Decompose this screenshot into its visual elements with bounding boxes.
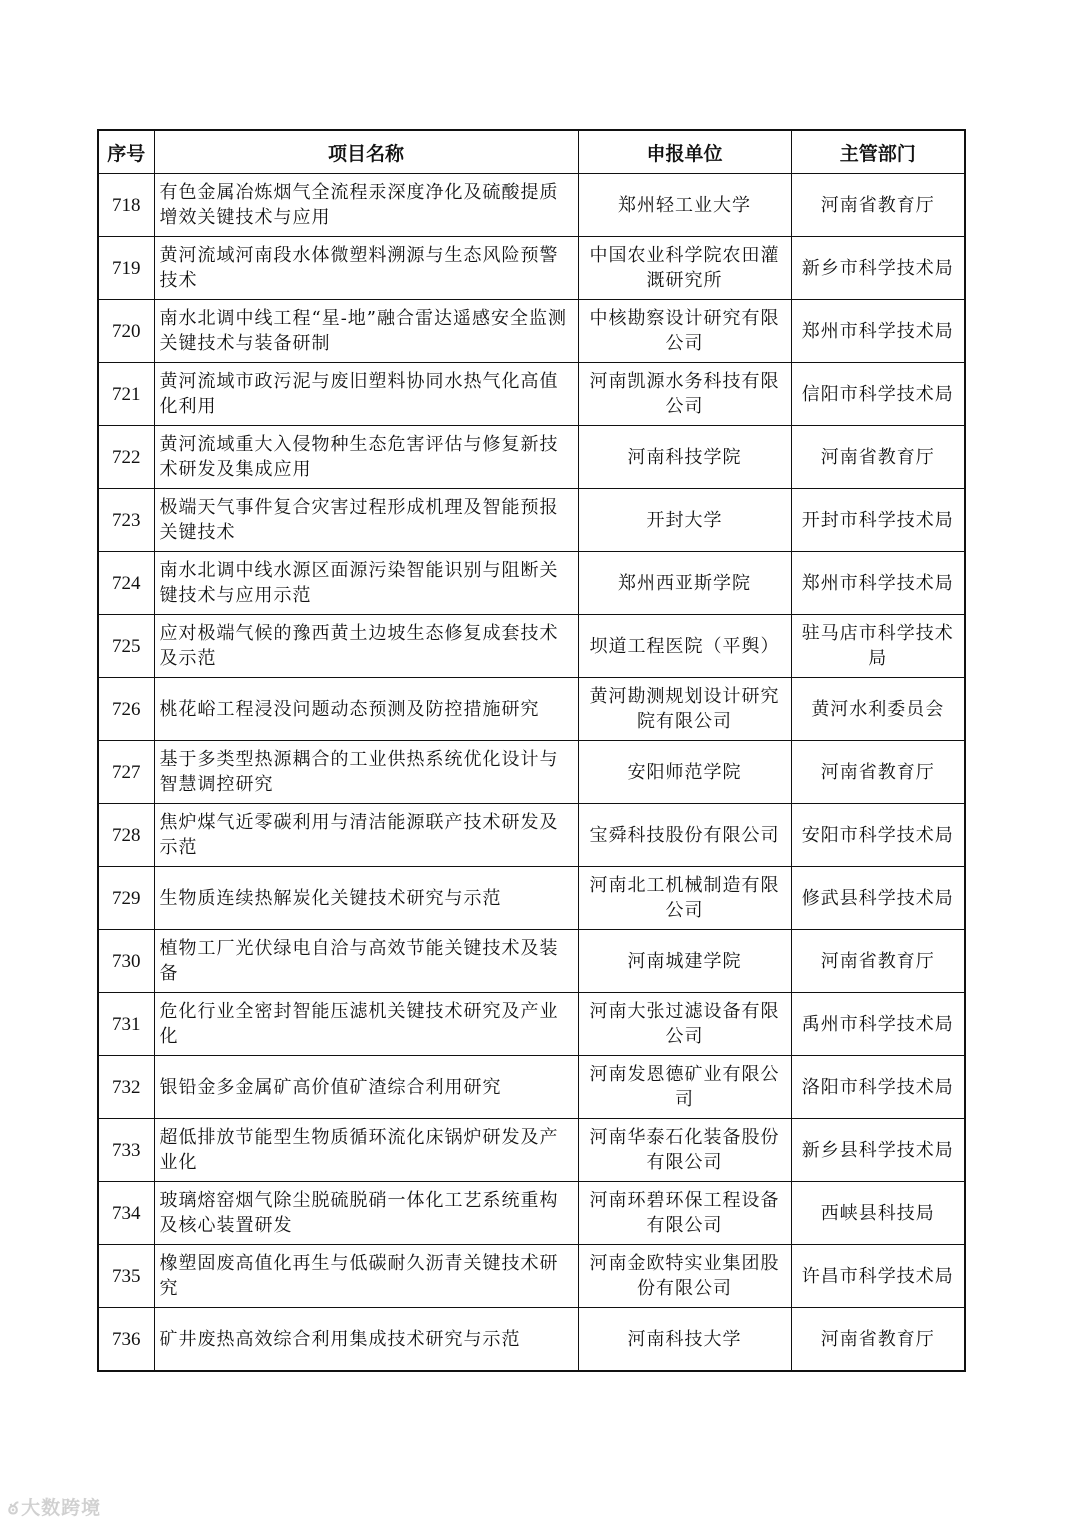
table-row	[98, 867, 965, 930]
table-row	[98, 174, 965, 237]
row-index: 718	[98, 174, 154, 237]
row-supervising-dept: 禹州市科学技术局	[791, 993, 965, 1056]
row-project-name: 植物工厂光伏绿电自洽与高效节能关键技术及装备	[154, 930, 578, 993]
row-index: 736	[98, 1308, 154, 1372]
row-supervising-dept: 新乡县科学技术局	[791, 1119, 965, 1182]
row-index: 723	[98, 489, 154, 552]
row-supervising-dept: 修武县科学技术局	[791, 867, 965, 930]
row-applicant-unit: 郑州西亚斯学院	[578, 552, 791, 615]
row-supervising-dept: 河南省教育厅	[791, 174, 965, 237]
row-applicant-unit: 坝道工程医院（平舆）	[578, 615, 791, 678]
header-applicant-unit: 申报单位	[578, 130, 791, 174]
row-supervising-dept: 河南省教育厅	[791, 1308, 965, 1372]
row-project-name: 银铅金多金属矿高价值矿渣综合利用研究	[154, 1056, 578, 1119]
table-row	[98, 237, 965, 300]
row-index: 720	[98, 300, 154, 363]
row-project-name: 黄河流域市政污泥与废旧塑料协同水热气化高值化利用	[154, 363, 578, 426]
row-applicant-unit: 河南大张过滤设备有限公司	[578, 993, 791, 1056]
row-applicant-unit: 安阳师范学院	[578, 741, 791, 804]
row-index: 719	[98, 237, 154, 300]
table-row	[98, 1182, 965, 1245]
row-supervising-dept: 河南省教育厅	[791, 426, 965, 489]
row-supervising-dept: 安阳市科学技术局	[791, 804, 965, 867]
row-project-name: 南水北调中线水源区面源污染智能识别与阻断关键技术与应用示范	[154, 552, 578, 615]
row-project-name: 南水北调中线工程“星-地”融合雷达遥感安全监测关键技术与装备研制	[154, 300, 578, 363]
row-index: 730	[98, 930, 154, 993]
row-applicant-unit: 黄河勘测规划设计研究院有限公司	[578, 678, 791, 741]
header-supervising-dept: 主管部门	[791, 130, 965, 174]
row-project-name: 黄河流域河南段水体微塑料溯源与生态风险预警技术	[154, 237, 578, 300]
row-applicant-unit: 河南发恩德矿业有限公司	[578, 1056, 791, 1119]
row-project-name: 橡塑固废高值化再生与低碳耐久沥青关键技术研究	[154, 1245, 578, 1308]
row-project-name: 桃花峪工程浸没问题动态预测及防控措施研究	[154, 678, 578, 741]
row-applicant-unit: 宝舜科技股份有限公司	[578, 804, 791, 867]
row-index: 733	[98, 1119, 154, 1182]
row-project-name: 生物质连续热解炭化关键技术研究与示范	[154, 867, 578, 930]
row-project-name: 矿井废热高效综合利用集成技术研究与示范	[154, 1308, 578, 1372]
row-project-name: 基于多类型热源耦合的工业供热系统优化设计与智慧调控研究	[154, 741, 578, 804]
row-supervising-dept: 洛阳市科学技术局	[791, 1056, 965, 1119]
row-project-name: 应对极端气候的豫西黄土边坡生态修复成套技术及示范	[154, 615, 578, 678]
table-row	[98, 426, 965, 489]
table-row	[98, 1056, 965, 1119]
project-table	[97, 129, 966, 1372]
row-index: 724	[98, 552, 154, 615]
row-index: 735	[98, 1245, 154, 1308]
row-supervising-dept: 郑州市科学技术局	[791, 552, 965, 615]
row-index: 728	[98, 804, 154, 867]
row-index: 721	[98, 363, 154, 426]
watermark-text: 大数跨境	[21, 1497, 102, 1519]
row-supervising-dept: 信阳市科学技术局	[791, 363, 965, 426]
row-project-name: 超低排放节能型生物质循环流化床锅炉研发及产业化	[154, 1119, 578, 1182]
row-applicant-unit: 郑州轻工业大学	[578, 174, 791, 237]
row-index: 734	[98, 1182, 154, 1245]
row-applicant-unit: 中核勘察设计研究有限公司	[578, 300, 791, 363]
row-index: 726	[98, 678, 154, 741]
row-applicant-unit: 河南北工机械制造有限公司	[578, 867, 791, 930]
row-applicant-unit: 河南环碧环保工程设备有限公司	[578, 1182, 791, 1245]
row-supervising-dept: 河南省教育厅	[791, 741, 965, 804]
row-supervising-dept: 西峡县科技局	[791, 1182, 965, 1245]
row-supervising-dept: 河南省教育厅	[791, 930, 965, 993]
row-applicant-unit: 河南凯源水务科技有限公司	[578, 363, 791, 426]
table-row	[98, 741, 965, 804]
weibo-like-logo-icon: ఠ	[8, 1499, 20, 1519]
table-row	[98, 678, 965, 741]
row-supervising-dept: 黄河水利委员会	[791, 678, 965, 741]
table-row	[98, 1245, 965, 1308]
row-index: 729	[98, 867, 154, 930]
table-row	[98, 363, 965, 426]
row-applicant-unit: 河南科技学院	[578, 426, 791, 489]
table-row	[98, 804, 965, 867]
table-row	[98, 1308, 965, 1372]
header-project-name: 项目名称	[154, 130, 578, 174]
table-header-row	[98, 130, 965, 174]
row-supervising-dept: 许昌市科学技术局	[791, 1245, 965, 1308]
table-row	[98, 615, 965, 678]
row-applicant-unit: 河南科技大学	[578, 1308, 791, 1372]
row-project-name: 黄河流域重大入侵物种生态危害评估与修复新技术研发及集成应用	[154, 426, 578, 489]
row-applicant-unit: 河南华泰石化装备股份有限公司	[578, 1119, 791, 1182]
row-index: 725	[98, 615, 154, 678]
row-index: 727	[98, 741, 154, 804]
table-row	[98, 993, 965, 1056]
row-applicant-unit: 河南金欧特实业集团股份有限公司	[578, 1245, 791, 1308]
row-applicant-unit: 开封大学	[578, 489, 791, 552]
table-row	[98, 489, 965, 552]
row-supervising-dept: 开封市科学技术局	[791, 489, 965, 552]
row-index: 722	[98, 426, 154, 489]
row-project-name: 有色金属冶炼烟气全流程汞深度净化及硫酸提质增效关键技术与应用	[154, 174, 578, 237]
header-index: 序号	[98, 130, 154, 174]
row-supervising-dept: 新乡市科学技术局	[791, 237, 965, 300]
row-applicant-unit: 中国农业科学院农田灌溉研究所	[578, 237, 791, 300]
row-supervising-dept: 郑州市科学技术局	[791, 300, 965, 363]
row-supervising-dept: 驻马店市科学技术局	[791, 615, 965, 678]
row-index: 731	[98, 993, 154, 1056]
row-project-name: 极端天气事件复合灾害过程形成机理及智能预报关键技术	[154, 489, 578, 552]
table-row	[98, 300, 965, 363]
table-row	[98, 552, 965, 615]
row-project-name: 焦炉煤气近零碳利用与清洁能源联产技术研发及示范	[154, 804, 578, 867]
row-project-name: 玻璃熔窑烟气除尘脱硫脱硝一体化工艺系统重构及核心装置研发	[154, 1182, 578, 1245]
row-applicant-unit: 河南城建学院	[578, 930, 791, 993]
row-project-name: 危化行业全密封智能压滤机关键技术研究及产业化	[154, 993, 578, 1056]
row-index: 732	[98, 1056, 154, 1119]
watermark	[8, 1493, 101, 1523]
table-row	[98, 930, 965, 993]
table-row	[98, 1119, 965, 1182]
